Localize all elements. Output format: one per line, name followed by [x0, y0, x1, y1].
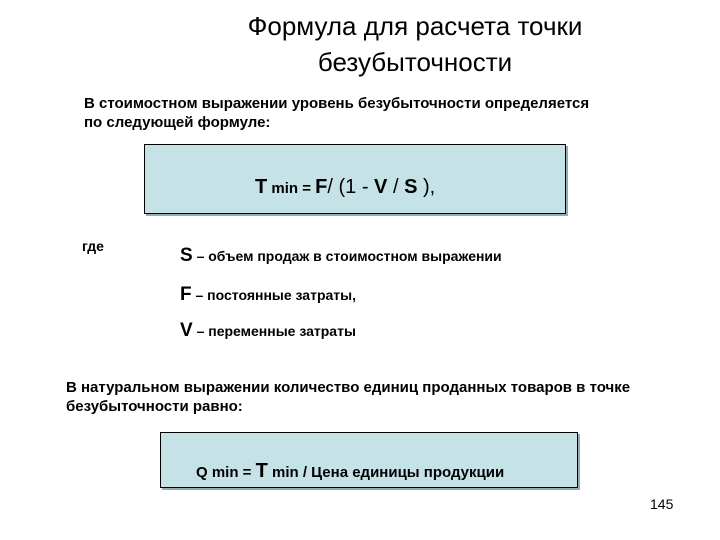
formula-symbol-t: T [255, 176, 268, 198]
where-label: где [82, 238, 104, 254]
natural-line-2: безубыточности равно: [66, 398, 243, 415]
breakeven-quantity-formula [196, 460, 504, 483]
definition-s [180, 245, 502, 267]
formula-symbol-f: F [315, 176, 328, 198]
definition-text: – переменные затраты [192, 323, 356, 339]
slide-title-line-2: безубыточности [317, 47, 513, 77]
formula2-q-text: Q min = [196, 464, 256, 481]
formula2-rest-text: min / Цена единицы продукции [267, 464, 505, 481]
definition-symbol: V [180, 320, 193, 341]
slide-title [150, 8, 680, 80]
slide-title-line-1: Формула для расчета точки [247, 11, 583, 41]
formula-text-2: / [387, 176, 405, 198]
definition-symbol: F [180, 284, 192, 305]
definition-text: – объем продаж в стоимостном выражении [192, 248, 502, 264]
intro-line-1: В стоимостном выражении уровень безубыточности определяется [84, 95, 590, 112]
formula-symbol-s: S [404, 176, 418, 198]
formula-symbol-v: V [374, 176, 388, 198]
intro-line-2: по следующей формуле: [84, 114, 271, 131]
breakeven-value-formula [255, 176, 435, 199]
definition-f [180, 284, 356, 306]
formula-min-text: min = [267, 180, 316, 197]
formula2-symbol-t: T [255, 460, 268, 482]
definition-text: – постоянные затраты, [191, 287, 356, 303]
formula-text-1: / (1 - [327, 176, 375, 198]
intro-paragraph [84, 94, 589, 132]
definition-symbol: S [180, 245, 193, 266]
formula-text-3: ), [417, 176, 436, 198]
definition-v [180, 320, 356, 342]
natural-paragraph [66, 378, 630, 416]
natural-line-1: В натуральном выражении количество единиц проданных товаров в точке [66, 379, 631, 396]
page-number: 145 [650, 496, 674, 512]
